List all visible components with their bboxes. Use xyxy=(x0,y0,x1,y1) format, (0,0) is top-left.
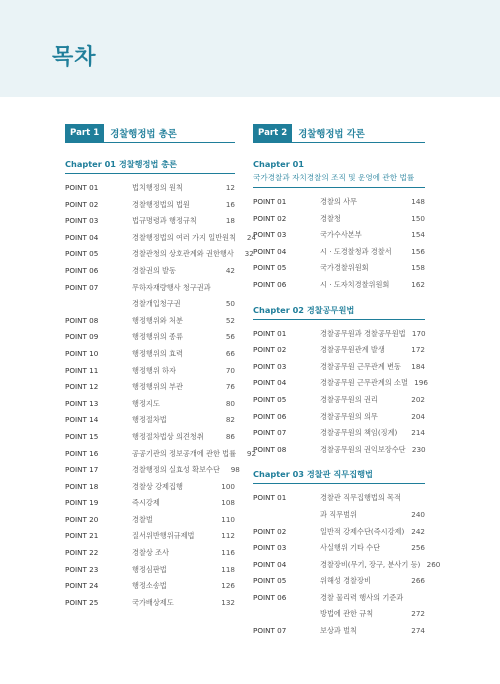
toc-entry-num: POINT 03 xyxy=(65,216,99,226)
toc-entry-num: POINT 23 xyxy=(65,564,99,574)
toc-entry xyxy=(253,277,425,294)
toc-entry-num: POINT 03 xyxy=(253,230,287,240)
toc-entry-name: 시 · 도자치경찰위원회 xyxy=(320,279,390,289)
toc-entry-num: POINT 06 xyxy=(253,279,287,289)
toc-entry-name: 행정행위 하자 xyxy=(132,365,176,375)
part1-title: 경찰행정법 총론 xyxy=(110,129,177,140)
toc-entry-num: POINT 07 xyxy=(253,428,287,438)
toc-entry xyxy=(253,557,441,574)
part2-chapter2-heading: Chapter 02 경찰공무원법 xyxy=(253,303,425,320)
toc-entry xyxy=(253,590,425,623)
toc-entry-num: POINT 22 xyxy=(65,548,99,558)
toc-entry xyxy=(65,396,235,413)
toc-entry-num: POINT 06 xyxy=(65,265,99,275)
toc-entry-num: POINT 16 xyxy=(65,448,99,458)
toc-entry-name: 경찰장비(무기, 장구, 분사기 등) xyxy=(320,559,421,569)
toc-entry-page: 126 xyxy=(221,581,235,591)
toc-entry-page: 32 xyxy=(244,249,254,259)
toc-entry-page: 172 xyxy=(411,345,425,355)
toc-entry-page: 118 xyxy=(221,564,235,574)
toc-entry xyxy=(65,479,235,496)
toc-entry-page: 52 xyxy=(225,315,235,325)
toc-entry-num: POINT 14 xyxy=(65,415,99,425)
toc-entry-name: 경찰공무원의 권리 xyxy=(320,394,378,404)
toc-entry-num: POINT 24 xyxy=(65,581,99,591)
toc-entry-num: POINT 05 xyxy=(65,249,99,259)
toc-entry-page: 202 xyxy=(411,394,425,404)
toc-entry-page: 100 xyxy=(221,481,235,491)
toc-entry-name: 국가배상제도 xyxy=(132,597,174,607)
toc-entry-num: POINT 25 xyxy=(65,597,99,607)
toc-entry-name: 즉시강제 xyxy=(132,498,160,508)
toc-entry-num: POINT 02 xyxy=(253,345,287,355)
toc-entry-name: 질서위반행위규제법 xyxy=(132,531,195,541)
toc-entry-name: 경찰벌 xyxy=(132,514,153,524)
part2-chapter1-heading xyxy=(253,157,425,188)
toc-entry-name: 행정행위의 효력 xyxy=(132,348,183,358)
toc-entry xyxy=(253,524,425,541)
toc-entry xyxy=(65,528,235,545)
toc-entry-name: 위해성 경찰장비 xyxy=(320,576,371,586)
toc-entry xyxy=(65,246,254,263)
toc-entry-num: POINT 04 xyxy=(65,232,99,242)
toc-entry xyxy=(253,573,425,590)
toc-entry-page: 158 xyxy=(411,263,425,273)
toc-entry xyxy=(65,180,235,197)
part1-entry-list xyxy=(65,180,257,611)
toc-entry xyxy=(65,429,235,446)
part1-header xyxy=(65,124,235,143)
toc-entry-name: 행정행위의 종류 xyxy=(132,332,183,342)
toc-entry-name: 경찰공무원관계 발생 xyxy=(320,345,385,355)
toc-entry xyxy=(65,313,235,330)
toc-entry xyxy=(65,363,235,380)
toc-entry-page: 148 xyxy=(411,197,425,206)
part2-badge: Part 2 xyxy=(253,124,292,142)
toc-entry-num: POINT 19 xyxy=(65,498,99,508)
toc-entry-num: POINT 03 xyxy=(253,543,287,553)
toc-entry-page: 274 xyxy=(411,626,425,636)
toc-entry-num: POINT 02 xyxy=(253,526,287,536)
toc-entry xyxy=(253,392,425,409)
toc-entry-page: 214 xyxy=(411,428,425,438)
toc-entry-name: 경찰권의 발동 xyxy=(132,265,176,275)
toc-entry-name: 무하자재량행사 청구권과 경찰개입청구권 xyxy=(132,282,211,309)
toc-entry-name: 국가경찰위원회 xyxy=(320,263,369,273)
toc-entry xyxy=(253,359,425,376)
toc-entry-page: 162 xyxy=(411,279,425,289)
toc-entry-page: 256 xyxy=(411,543,425,553)
part2-header xyxy=(253,124,425,143)
toc-entry-page: 170 xyxy=(411,328,426,338)
toc-entry xyxy=(253,425,425,442)
part2-chapter1-subtitle: 국가경찰과 자치경찰의 조직 및 운영에 관한 법률 xyxy=(253,173,415,182)
toc-entry-page: 24 xyxy=(246,232,257,242)
toc-entry-num: POINT 09 xyxy=(65,332,99,342)
toc-entry-name: 시 · 도경찰청과 경찰서 xyxy=(320,246,392,256)
toc-entry xyxy=(253,227,425,244)
toc-entry-num: POINT 15 xyxy=(65,431,99,441)
toc-entry xyxy=(65,230,257,247)
part2-chapter1-label: Chapter 01 xyxy=(253,159,304,169)
toc-entry xyxy=(65,495,235,512)
toc-entry xyxy=(253,442,425,459)
toc-entry-name: 경찰상 강제집행 xyxy=(132,481,183,491)
part2-chapter2-entry-list xyxy=(253,326,428,459)
toc-entry-num: POINT 11 xyxy=(65,365,99,375)
toc-entry-page: 16 xyxy=(225,199,235,209)
toc-entry-page: 132 xyxy=(221,597,235,607)
toc-entry-num: POINT 01 xyxy=(65,183,99,192)
toc-entry-name: 사실행위 기타 수단 xyxy=(320,543,381,553)
part2-column xyxy=(253,124,441,640)
toc-entry-page: 242 xyxy=(411,526,425,536)
toc-entry-page: 82 xyxy=(225,415,235,425)
toc-entry-num: POINT 08 xyxy=(65,315,99,325)
toc-entry xyxy=(65,412,235,429)
part2-chapter3-entry-list xyxy=(253,490,441,639)
toc-entry-num: POINT 10 xyxy=(65,348,99,358)
toc-entry xyxy=(253,490,425,523)
toc-entry-name: 경찰공무원의 권익보장수단 xyxy=(320,444,406,454)
toc-entry xyxy=(65,379,235,396)
toc-entry-num: POINT 04 xyxy=(253,246,287,256)
toc-entry-name: 국가수사본부 xyxy=(320,230,362,240)
toc-entry-num: POINT 06 xyxy=(253,411,287,421)
toc-entry xyxy=(65,197,235,214)
toc-entry-page: 108 xyxy=(221,498,235,508)
part2-chapter1-entry-list xyxy=(253,194,425,294)
toc-entry-name: 공공기관의 정보공개에 관한 법률 xyxy=(132,448,237,458)
toc-entry-num: POINT 07 xyxy=(65,282,99,292)
toc-entry-page: 196 xyxy=(414,378,428,388)
toc-entry-page: 42 xyxy=(225,265,235,275)
toc-entry-num: POINT 01 xyxy=(253,493,287,503)
toc-entry-name: 경찰행정법의 법원 xyxy=(132,199,190,209)
toc-entry xyxy=(65,512,235,529)
toc-entry-num: POINT 03 xyxy=(253,361,287,371)
toc-entry-page: 156 xyxy=(411,246,425,256)
toc-entry-page: 70 xyxy=(225,365,235,375)
toc-entry-page: 92 xyxy=(246,448,257,458)
toc-entry-name: 법규명령과 행정규칙 xyxy=(132,216,197,226)
toc-entry-name: 보상과 벌칙 xyxy=(320,626,358,636)
toc-entry-num: POINT 08 xyxy=(253,444,287,454)
toc-entry-page: 260 xyxy=(426,559,441,569)
toc-entry-name: 경찰공무원의 책임(징계) xyxy=(320,428,398,438)
toc-entry xyxy=(65,263,235,280)
toc-entry xyxy=(253,260,425,277)
toc-entry-page: 184 xyxy=(411,361,425,371)
toc-entry-num: POINT 07 xyxy=(253,626,287,636)
toc-entry-name: 경찰공무원의 의무 xyxy=(320,411,378,421)
toc-entry-name: 행정행위의 부관 xyxy=(132,382,183,392)
toc-entry-page: 66 xyxy=(225,348,235,358)
toc-entry-name: 경찰상 조사 xyxy=(132,548,170,558)
toc-entry-name: 행정절차법 xyxy=(132,415,167,425)
toc-entry-page: 266 xyxy=(411,576,425,586)
toc-entry-name: 경찰공무원 근무관계의 소멸 xyxy=(320,378,408,388)
toc-entry xyxy=(253,211,425,228)
page-title: 목차 xyxy=(52,45,97,70)
toc-entry xyxy=(65,595,235,612)
toc-entry-page: 230 xyxy=(411,444,426,454)
toc-entry-name: 경찰청 xyxy=(320,213,341,223)
toc-entry-page: 12 xyxy=(225,183,235,192)
toc-entry-page: 110 xyxy=(221,514,235,524)
toc-entry-name: 법치행정의 원칙 xyxy=(132,183,183,192)
toc-entry-num: POINT 01 xyxy=(253,328,287,338)
part2-title: 경찰행정법 각론 xyxy=(298,129,365,140)
toc-entry-num: POINT 12 xyxy=(65,382,99,392)
toc-entry-page: 240 xyxy=(411,509,425,519)
part2-chapter3-heading: Chapter 03 경찰관 직무집행법 xyxy=(253,467,425,484)
toc-entry-page: 112 xyxy=(221,531,235,541)
toc-entry-name: 경찰행정의 실효성 확보수단 xyxy=(132,465,220,475)
toc-entry xyxy=(65,578,235,595)
part1-chapter-heading: Chapter 01 경찰행정법 총론 xyxy=(65,157,235,174)
toc-entry-num: POINT 17 xyxy=(65,465,99,475)
toc-entry xyxy=(65,545,235,562)
toc-entry-num: POINT 01 xyxy=(253,197,287,206)
toc-entry-page: 150 xyxy=(411,213,425,223)
toc-entry-page: 116 xyxy=(221,548,235,558)
toc-entry-page: 154 xyxy=(411,230,425,240)
toc-entry-num: POINT 05 xyxy=(253,576,287,586)
toc-entry-page: 86 xyxy=(225,431,235,441)
toc-entry xyxy=(253,540,425,557)
toc-entry-page: 204 xyxy=(411,411,425,421)
toc-entry xyxy=(65,562,235,579)
toc-entry-page: 56 xyxy=(225,332,235,342)
toc-entry-name: 경찰공무원 근무관계 변동 xyxy=(320,361,401,371)
toc-entry-name: 경찰행정법의 여러 가지 일반원칙 xyxy=(132,232,237,242)
toc-entry xyxy=(65,346,235,363)
toc-entry-name: 행정행위와 처분 xyxy=(132,315,183,325)
toc-entry xyxy=(65,329,235,346)
toc-entry xyxy=(65,462,240,479)
toc-entry-num: POINT 04 xyxy=(253,378,287,388)
toc-entry xyxy=(253,342,425,359)
toc-entry-name: 행정소송법 xyxy=(132,581,167,591)
toc-entry-num: POINT 02 xyxy=(253,213,287,223)
toc-entry-name: 행정지도 xyxy=(132,398,160,408)
toc-entry xyxy=(253,326,425,343)
toc-entry-num: POINT 05 xyxy=(253,263,287,273)
part1-badge: Part 1 xyxy=(65,124,104,142)
toc-entry-page: 80 xyxy=(225,398,235,408)
toc-entry xyxy=(65,213,235,230)
toc-entry-num: POINT 13 xyxy=(65,398,99,408)
toc-entry-page: 18 xyxy=(225,216,235,226)
toc-entry-name: 경찰 물리력 행사의 기준과 방법에 관한 규칙 xyxy=(320,592,404,619)
toc-entry-page: 50 xyxy=(225,299,235,309)
toc-entry xyxy=(65,280,235,313)
toc-entry-num: POINT 06 xyxy=(253,592,287,602)
toc-entry xyxy=(253,194,425,211)
part1-column xyxy=(65,124,257,611)
toc-entry-num: POINT 18 xyxy=(65,481,99,491)
toc-entry-page: 76 xyxy=(225,382,235,392)
toc-entry xyxy=(253,409,425,426)
toc-entry-name: 행정심판법 xyxy=(132,564,167,574)
toc-entry xyxy=(253,623,425,640)
toc-entry-name: 경찰관 직무집행법의 목적과 직무범위 xyxy=(320,493,401,519)
toc-entry-page: 98 xyxy=(230,465,240,475)
toc-entry-num: POINT 02 xyxy=(65,199,99,209)
toc-entry xyxy=(65,446,257,463)
toc-entry-num: POINT 20 xyxy=(65,514,99,524)
toc-entry-num: POINT 21 xyxy=(65,531,99,541)
toc-entry xyxy=(253,244,425,261)
page-header xyxy=(0,0,500,97)
toc-entry-name: 경찰의 사무 xyxy=(320,197,358,206)
toc-entry-name: 경찰관청의 상호관계와 권한행사 xyxy=(132,249,234,259)
toc-entry xyxy=(253,375,428,392)
toc-entry-num: POINT 04 xyxy=(253,559,287,569)
toc-entry-num: POINT 05 xyxy=(253,394,287,404)
toc-entry-page: 272 xyxy=(411,609,425,619)
toc-entry-name: 행정절차법상 의견청취 xyxy=(132,431,204,441)
toc-entry-name: 경찰공무원과 경찰공무원법 xyxy=(320,328,406,338)
toc-entry-name: 일반적 강제수단(즉시강제) xyxy=(320,526,405,536)
